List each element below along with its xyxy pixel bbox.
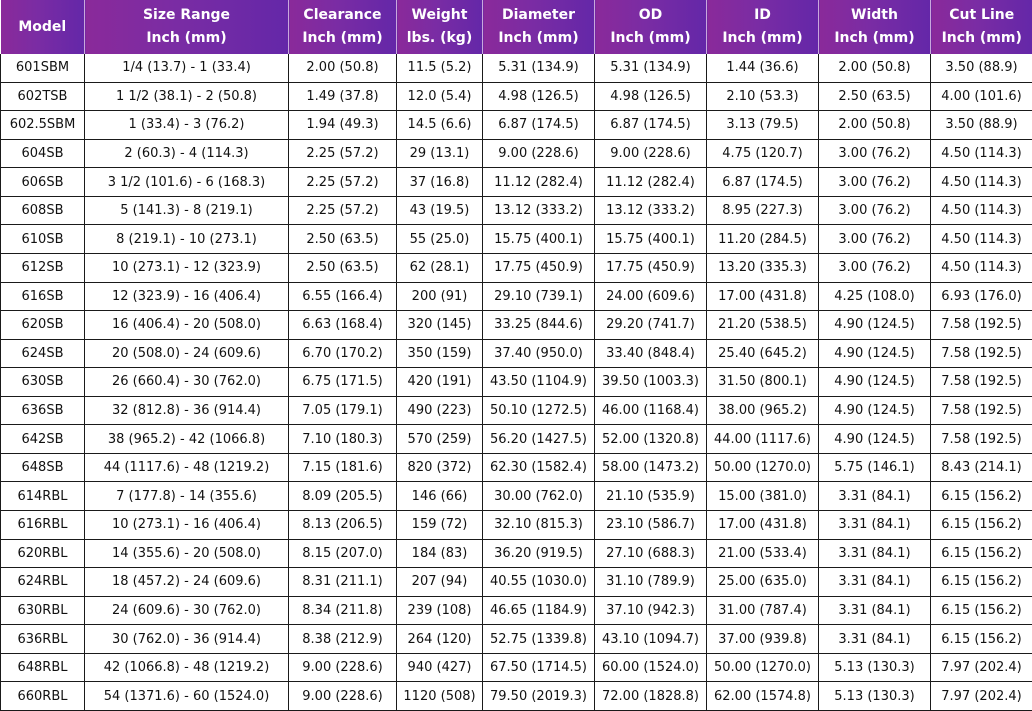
- cell-width: 4.90 (124.5): [819, 339, 931, 368]
- cell-width: 3.00 (76.2): [819, 168, 931, 197]
- cell-id: 25.40 (645.2): [707, 339, 819, 368]
- column-header-id: [707, 0, 819, 54]
- cell-clearance: 7.05 (179.1): [289, 396, 397, 425]
- column-header-title: Cut Line: [949, 7, 1015, 23]
- cell-od: 52.00 (1320.8): [595, 425, 707, 454]
- cell-weight: 14.5 (6.6): [397, 111, 483, 140]
- column-header-title: Width: [851, 7, 898, 23]
- cell-cut-line: 6.15 (156.2): [931, 568, 1032, 597]
- table-row: [1, 339, 1032, 368]
- column-header-title: Clearance: [303, 7, 382, 23]
- cell-weight: 490 (223): [397, 396, 483, 425]
- cell-id: 17.00 (431.8): [707, 282, 819, 311]
- cell-size-range: 7 (177.8) - 14 (355.6): [85, 482, 289, 511]
- cell-diameter: 15.75 (400.1): [483, 225, 595, 254]
- cell-diameter: 40.55 (1030.0): [483, 568, 595, 597]
- cell-model: 648SB: [1, 453, 85, 482]
- cell-size-range: 12 (323.9) - 16 (406.4): [85, 282, 289, 311]
- table-row: [1, 196, 1032, 225]
- column-header-title: Model: [18, 18, 67, 35]
- cell-id: 8.95 (227.3): [707, 196, 819, 225]
- cell-cut-line: 4.50 (114.3): [931, 253, 1032, 282]
- cell-weight: 11.5 (5.2): [397, 54, 483, 82]
- cell-diameter: 67.50 (1714.5): [483, 653, 595, 682]
- column-header-unit: Inch (mm): [722, 30, 803, 46]
- cell-size-range: 44 (1117.6) - 48 (1219.2): [85, 453, 289, 482]
- cell-model: 630SB: [1, 368, 85, 397]
- table-row: [1, 253, 1032, 282]
- cell-clearance: 2.50 (63.5): [289, 225, 397, 254]
- cell-diameter: 79.50 (2019.3): [483, 682, 595, 711]
- cell-width: 3.00 (76.2): [819, 253, 931, 282]
- cell-clearance: 6.70 (170.2): [289, 339, 397, 368]
- table-row: [1, 511, 1032, 540]
- column-header-od: [595, 0, 707, 54]
- cell-weight: 12.0 (5.4): [397, 82, 483, 111]
- table-row: [1, 682, 1032, 711]
- cell-model: 642SB: [1, 425, 85, 454]
- cell-size-range: 16 (406.4) - 20 (508.0): [85, 311, 289, 340]
- cell-diameter: 37.40 (950.0): [483, 339, 595, 368]
- cell-od: 31.10 (789.9): [595, 568, 707, 597]
- cell-cut-line: 6.15 (156.2): [931, 625, 1032, 654]
- cell-clearance: 7.15 (181.6): [289, 453, 397, 482]
- cell-od: 17.75 (450.9): [595, 253, 707, 282]
- cell-id: 21.00 (533.4): [707, 539, 819, 568]
- cell-cut-line: 7.58 (192.5): [931, 425, 1032, 454]
- cell-model: 648RBL: [1, 653, 85, 682]
- cell-id: 15.00 (381.0): [707, 482, 819, 511]
- cell-width: 3.00 (76.2): [819, 139, 931, 168]
- cell-od: 11.12 (282.4): [595, 168, 707, 197]
- cell-width: 4.25 (108.0): [819, 282, 931, 311]
- cell-cut-line: 8.43 (214.1): [931, 453, 1032, 482]
- cell-id: 31.50 (800.1): [707, 368, 819, 397]
- cell-width: 2.00 (50.8): [819, 54, 931, 82]
- cell-width: 3.31 (84.1): [819, 511, 931, 540]
- cell-diameter: 36.20 (919.5): [483, 539, 595, 568]
- cell-weight: 320 (145): [397, 311, 483, 340]
- table-row: [1, 396, 1032, 425]
- column-header-model: [1, 0, 85, 54]
- cell-weight: 200 (91): [397, 282, 483, 311]
- cell-od: 21.10 (535.9): [595, 482, 707, 511]
- cell-model: 636RBL: [1, 625, 85, 654]
- column-header-diameter: [483, 0, 595, 54]
- cell-cut-line: 4.50 (114.3): [931, 139, 1032, 168]
- table-row: [1, 368, 1032, 397]
- cell-size-range: 38 (965.2) - 42 (1066.8): [85, 425, 289, 454]
- cell-width: 4.90 (124.5): [819, 311, 931, 340]
- cell-diameter: 52.75 (1339.8): [483, 625, 595, 654]
- cell-od: 15.75 (400.1): [595, 225, 707, 254]
- cell-width: 3.31 (84.1): [819, 625, 931, 654]
- column-header-width: [819, 0, 931, 54]
- cell-cut-line: 4.50 (114.3): [931, 168, 1032, 197]
- cell-size-range: 24 (609.6) - 30 (762.0): [85, 596, 289, 625]
- cell-clearance: 8.13 (206.5): [289, 511, 397, 540]
- cell-size-range: 54 (1371.6) - 60 (1524.0): [85, 682, 289, 711]
- cell-model: 606SB: [1, 168, 85, 197]
- cell-cut-line: 7.58 (192.5): [931, 396, 1032, 425]
- cell-weight: 350 (159): [397, 339, 483, 368]
- cell-size-range: 5 (141.3) - 8 (219.1): [85, 196, 289, 225]
- cell-size-range: 1/4 (13.7) - 1 (33.4): [85, 54, 289, 82]
- cell-width: 2.50 (63.5): [819, 82, 931, 111]
- cell-clearance: 8.34 (211.8): [289, 596, 397, 625]
- cell-model: 604SB: [1, 139, 85, 168]
- table-row: [1, 539, 1032, 568]
- cell-width: 5.13 (130.3): [819, 682, 931, 711]
- cell-model: 602.5SBM: [1, 111, 85, 140]
- cell-clearance: 8.15 (207.0): [289, 539, 397, 568]
- cell-width: 4.90 (124.5): [819, 425, 931, 454]
- table-body: [1, 54, 1032, 710]
- cell-clearance: 2.25 (57.2): [289, 168, 397, 197]
- cell-id: 4.75 (120.7): [707, 139, 819, 168]
- cell-model: 620RBL: [1, 539, 85, 568]
- table-row: [1, 111, 1032, 140]
- column-header-size-range: [85, 0, 289, 54]
- cell-cut-line: 4.00 (101.6): [931, 82, 1032, 111]
- cell-width: 3.31 (84.1): [819, 482, 931, 511]
- column-header-title: Size Range: [142, 7, 231, 23]
- cell-width: 3.31 (84.1): [819, 539, 931, 568]
- cell-weight: 820 (372): [397, 453, 483, 482]
- cell-od: 39.50 (1003.3): [595, 368, 707, 397]
- cell-id: 3.13 (79.5): [707, 111, 819, 140]
- cell-model: 624SB: [1, 339, 85, 368]
- column-header-unit: Inch (mm): [941, 30, 1022, 46]
- table-row: [1, 168, 1032, 197]
- cell-model: 660RBL: [1, 682, 85, 711]
- cell-cut-line: 7.97 (202.4): [931, 682, 1032, 711]
- cell-id: 62.00 (1574.8): [707, 682, 819, 711]
- cell-weight: 570 (259): [397, 425, 483, 454]
- cell-size-range: 14 (355.6) - 20 (508.0): [85, 539, 289, 568]
- column-header-title: Diameter: [501, 7, 576, 23]
- cell-od: 29.20 (741.7): [595, 311, 707, 340]
- cell-id: 13.20 (335.3): [707, 253, 819, 282]
- cell-cut-line: 4.50 (114.3): [931, 196, 1032, 225]
- cell-model: 601SBM: [1, 54, 85, 82]
- cell-cut-line: 6.93 (176.0): [931, 282, 1032, 311]
- cell-weight: 264 (120): [397, 625, 483, 654]
- cell-model: 612SB: [1, 253, 85, 282]
- cell-od: 27.10 (688.3): [595, 539, 707, 568]
- cell-od: 5.31 (134.9): [595, 54, 707, 82]
- cell-id: 17.00 (431.8): [707, 511, 819, 540]
- cell-model: 616SB: [1, 282, 85, 311]
- cell-clearance: 1.49 (37.8): [289, 82, 397, 111]
- cell-diameter: 62.30 (1582.4): [483, 453, 595, 482]
- cell-weight: 29 (13.1): [397, 139, 483, 168]
- cell-model: 624RBL: [1, 568, 85, 597]
- cell-width: 5.13 (130.3): [819, 653, 931, 682]
- column-header-unit: lbs. (kg): [406, 30, 473, 46]
- cell-diameter: 43.50 (1104.9): [483, 368, 595, 397]
- cell-clearance: 8.31 (211.1): [289, 568, 397, 597]
- cell-model: 602TSB: [1, 82, 85, 111]
- cell-od: 37.10 (942.3): [595, 596, 707, 625]
- cell-width: 3.00 (76.2): [819, 196, 931, 225]
- table-row: [1, 453, 1032, 482]
- cell-diameter: 13.12 (333.2): [483, 196, 595, 225]
- cell-id: 31.00 (787.4): [707, 596, 819, 625]
- table-row: [1, 596, 1032, 625]
- cell-weight: 37 (16.8): [397, 168, 483, 197]
- cell-clearance: 8.38 (212.9): [289, 625, 397, 654]
- cell-size-range: 26 (660.4) - 30 (762.0): [85, 368, 289, 397]
- cell-clearance: 2.50 (63.5): [289, 253, 397, 282]
- cell-model: 620SB: [1, 311, 85, 340]
- cell-size-range: 30 (762.0) - 36 (914.4): [85, 625, 289, 654]
- table-row: [1, 568, 1032, 597]
- cell-size-range: 20 (508.0) - 24 (609.6): [85, 339, 289, 368]
- cell-size-range: 10 (273.1) - 16 (406.4): [85, 511, 289, 540]
- cell-clearance: 9.00 (228.6): [289, 682, 397, 711]
- cell-size-range: 2 (60.3) - 4 (114.3): [85, 139, 289, 168]
- cell-cut-line: 6.15 (156.2): [931, 511, 1032, 540]
- cell-diameter: 56.20 (1427.5): [483, 425, 595, 454]
- cell-clearance: 2.25 (57.2): [289, 196, 397, 225]
- cell-width: 2.00 (50.8): [819, 111, 931, 140]
- cell-weight: 43 (19.5): [397, 196, 483, 225]
- cell-cut-line: 3.50 (88.9): [931, 111, 1032, 140]
- cell-size-range: 18 (457.2) - 24 (609.6): [85, 568, 289, 597]
- cell-clearance: 9.00 (228.6): [289, 653, 397, 682]
- cell-id: 37.00 (939.8): [707, 625, 819, 654]
- cell-size-range: 42 (1066.8) - 48 (1219.2): [85, 653, 289, 682]
- cell-size-range: 3 1/2 (101.6) - 6 (168.3): [85, 168, 289, 197]
- cell-od: 13.12 (333.2): [595, 196, 707, 225]
- cell-diameter: 17.75 (450.9): [483, 253, 595, 282]
- cell-od: 6.87 (174.5): [595, 111, 707, 140]
- cell-diameter: 29.10 (739.1): [483, 282, 595, 311]
- cell-size-range: 1 (33.4) - 3 (76.2): [85, 111, 289, 140]
- cell-cut-line: 6.15 (156.2): [931, 482, 1032, 511]
- column-header-clearance: [289, 0, 397, 54]
- header-row: [1, 0, 1032, 54]
- cell-diameter: 46.65 (1184.9): [483, 596, 595, 625]
- cell-od: 72.00 (1828.8): [595, 682, 707, 711]
- column-header-title: ID: [754, 7, 771, 23]
- cell-id: 50.00 (1270.0): [707, 653, 819, 682]
- cell-clearance: 7.10 (180.3): [289, 425, 397, 454]
- cell-od: 43.10 (1094.7): [595, 625, 707, 654]
- column-header-unit: Inch (mm): [302, 30, 383, 46]
- cell-model: 630RBL: [1, 596, 85, 625]
- cell-clearance: 6.63 (168.4): [289, 311, 397, 340]
- column-header-title: OD: [638, 7, 663, 23]
- cell-width: 5.75 (146.1): [819, 453, 931, 482]
- cell-diameter: 33.25 (844.6): [483, 311, 595, 340]
- cell-od: 46.00 (1168.4): [595, 396, 707, 425]
- cell-id: 44.00 (1117.6): [707, 425, 819, 454]
- cell-id: 21.20 (538.5): [707, 311, 819, 340]
- table-row: [1, 625, 1032, 654]
- cell-od: 9.00 (228.6): [595, 139, 707, 168]
- cell-weight: 207 (94): [397, 568, 483, 597]
- cell-model: 614RBL: [1, 482, 85, 511]
- cell-id: 11.20 (284.5): [707, 225, 819, 254]
- table-row: [1, 282, 1032, 311]
- cell-weight: 184 (83): [397, 539, 483, 568]
- cell-cut-line: 7.58 (192.5): [931, 311, 1032, 340]
- cell-od: 24.00 (609.6): [595, 282, 707, 311]
- cell-cut-line: 6.15 (156.2): [931, 596, 1032, 625]
- cell-cut-line: 4.50 (114.3): [931, 225, 1032, 254]
- cell-id: 1.44 (36.6): [707, 54, 819, 82]
- column-header-unit: Inch (mm): [834, 30, 915, 46]
- cell-id: 6.87 (174.5): [707, 168, 819, 197]
- cell-clearance: 6.75 (171.5): [289, 368, 397, 397]
- cell-id: 25.00 (635.0): [707, 568, 819, 597]
- cell-id: 38.00 (965.2): [707, 396, 819, 425]
- cell-diameter: 5.31 (134.9): [483, 54, 595, 82]
- cell-od: 60.00 (1524.0): [595, 653, 707, 682]
- cell-model: 610SB: [1, 225, 85, 254]
- cell-diameter: 30.00 (762.0): [483, 482, 595, 511]
- cell-diameter: 11.12 (282.4): [483, 168, 595, 197]
- cell-diameter: 9.00 (228.6): [483, 139, 595, 168]
- cell-od: 33.40 (848.4): [595, 339, 707, 368]
- cell-diameter: 6.87 (174.5): [483, 111, 595, 140]
- cell-width: 3.31 (84.1): [819, 596, 931, 625]
- table-row: [1, 54, 1032, 82]
- column-header-unit: Inch (mm): [498, 30, 579, 46]
- table-row: [1, 311, 1032, 340]
- cell-od: 58.00 (1473.2): [595, 453, 707, 482]
- column-header-cut-line: [931, 0, 1032, 54]
- cell-od: 4.98 (126.5): [595, 82, 707, 111]
- table-row: [1, 653, 1032, 682]
- cell-weight: 940 (427): [397, 653, 483, 682]
- cell-cut-line: 3.50 (88.9): [931, 54, 1032, 82]
- cell-size-range: 32 (812.8) - 36 (914.4): [85, 396, 289, 425]
- cell-diameter: 4.98 (126.5): [483, 82, 595, 111]
- cell-weight: 239 (108): [397, 596, 483, 625]
- cell-clearance: 2.00 (50.8): [289, 54, 397, 82]
- cell-id: 50.00 (1270.0): [707, 453, 819, 482]
- cell-width: 4.90 (124.5): [819, 368, 931, 397]
- column-header-weight: [397, 0, 483, 54]
- table-row: [1, 82, 1032, 111]
- cell-size-range: 8 (219.1) - 10 (273.1): [85, 225, 289, 254]
- column-header-unit: Inch (mm): [610, 30, 691, 46]
- cell-cut-line: 6.15 (156.2): [931, 539, 1032, 568]
- column-header-unit: Inch (mm): [146, 30, 227, 46]
- column-header-title: Weight: [411, 7, 468, 23]
- cell-cut-line: 7.97 (202.4): [931, 653, 1032, 682]
- cell-size-range: 1 1/2 (38.1) - 2 (50.8): [85, 82, 289, 111]
- cell-weight: 146 (66): [397, 482, 483, 511]
- cell-weight: 55 (25.0): [397, 225, 483, 254]
- table-row: [1, 425, 1032, 454]
- cell-od: 23.10 (586.7): [595, 511, 707, 540]
- table-row: [1, 225, 1032, 254]
- cell-diameter: 50.10 (1272.5): [483, 396, 595, 425]
- cell-width: 3.00 (76.2): [819, 225, 931, 254]
- cell-clearance: 8.09 (205.5): [289, 482, 397, 511]
- cell-diameter: 32.10 (815.3): [483, 511, 595, 540]
- cell-weight: 1120 (508): [397, 682, 483, 711]
- cell-model: 608SB: [1, 196, 85, 225]
- cell-weight: 420 (191): [397, 368, 483, 397]
- cell-id: 2.10 (53.3): [707, 82, 819, 111]
- cell-cut-line: 7.58 (192.5): [931, 368, 1032, 397]
- cell-clearance: 2.25 (57.2): [289, 139, 397, 168]
- cell-model: 636SB: [1, 396, 85, 425]
- cell-size-range: 10 (273.1) - 12 (323.9): [85, 253, 289, 282]
- table-row: [1, 139, 1032, 168]
- table-row: [1, 482, 1032, 511]
- cell-clearance: 1.94 (49.3): [289, 111, 397, 140]
- cell-clearance: 6.55 (166.4): [289, 282, 397, 311]
- cell-weight: 159 (72): [397, 511, 483, 540]
- cell-cut-line: 7.58 (192.5): [931, 339, 1032, 368]
- cell-model: 616RBL: [1, 511, 85, 540]
- cell-weight: 62 (28.1): [397, 253, 483, 282]
- cell-width: 4.90 (124.5): [819, 396, 931, 425]
- cell-width: 3.31 (84.1): [819, 568, 931, 597]
